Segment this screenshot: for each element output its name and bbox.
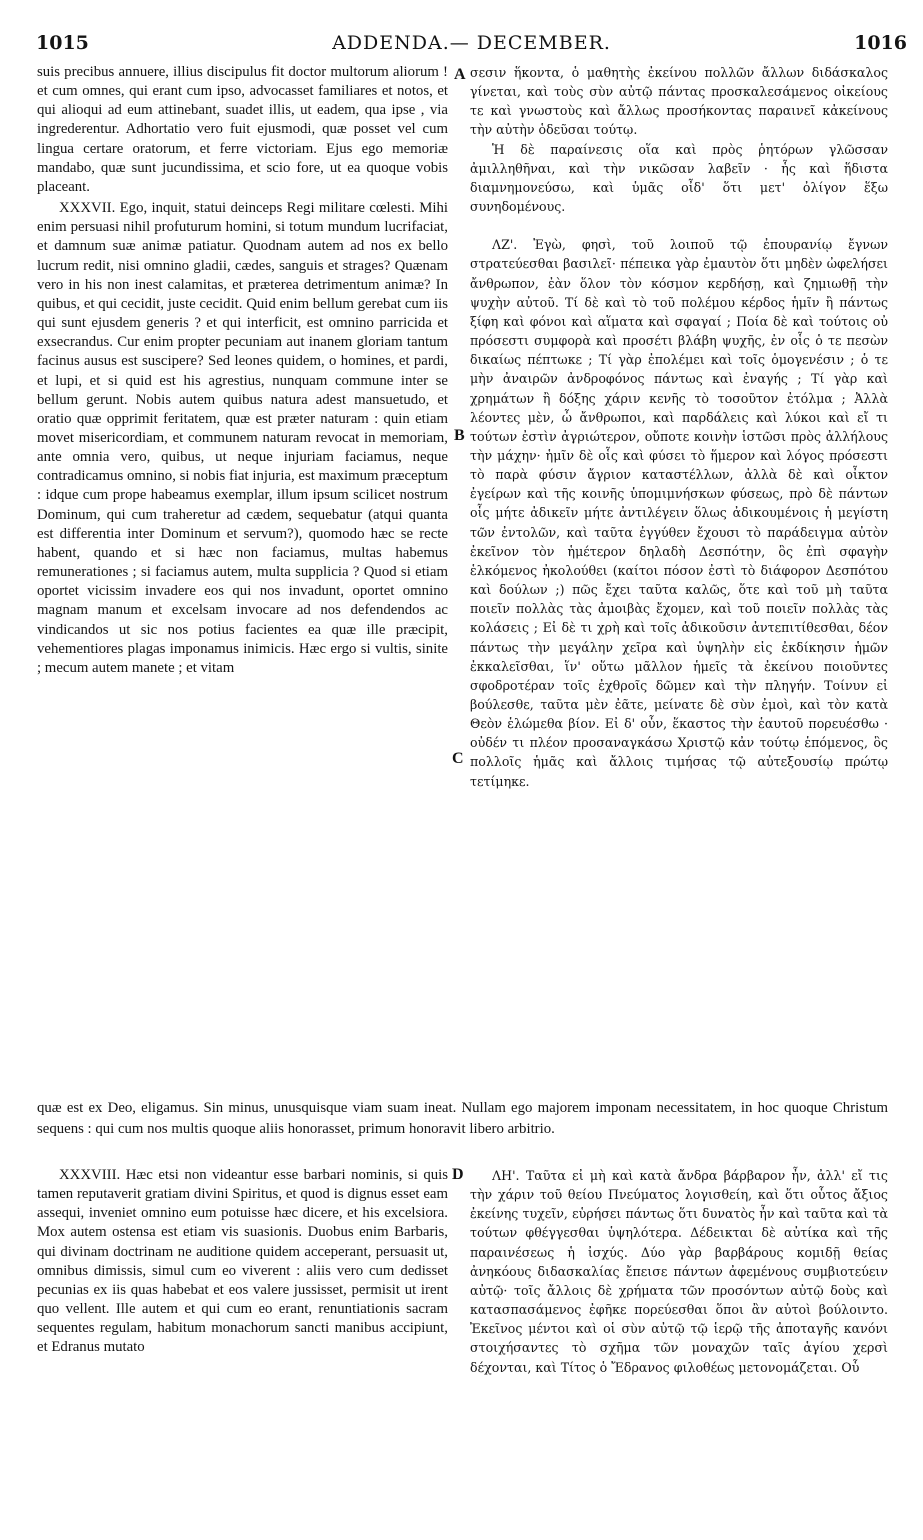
section-marker-b: B: [454, 427, 465, 444]
latin-paragraph-xxxvii: XXXVII. Ego, inquit, statui deinceps Regi militare cœlesti. Mihi enim persuasi nihil profuturum homini, si totum mundum lucrifaciat, et damnum suæ animæ patiatur. Quodnam autem ad nos ex bello lucrum redit, nisi omnino gladii, cædes, sanguis et strages? Quænam vero in his non inest calamitas, et præterea detrimentum animæ? In quibus, et qui cecidit, juste cecidit. Quid enim bellum gerebat cum iis qui sunt ejusdem generis ? et qui interficit, est omnino parricida et exsecrandus. Cur enim propter pecuniam aut inanem gloriam tantum facinus ausus est suscipere? Sed leones quidem, o homines, et pardi, et lupi, et si quid est his agrestius, nunquam commune inter se bellum gerunt. Nobis autem quibus natura adest mansuetudo, et oratio quæ opprimit feritatem, quæ est præter naturam : quin etiam movet misericordiam, et communem naturam revocat in memoriam, ante omnia vero, quibus, ut neque injuriam faciamus, neque contradicamus omnino, si nobis fiat injuria, est maximum præceptum : idque cum prope habeamus exemplar, illum ipsum scilicet nostrum Dominum, qui cum traheretur ad cædem, sequebatur (atqui quanta est differentia inter Dominum et servum?), quomodo hæc se recte habent, quando et si hæc non faciamus, multas habemus remunerationes ; si faciamus autem, multa supplicia ? Quod si etiam oportet vicissim invadere eos qui nos invadunt, oportet omnino magnam manum et excelsam invocare ad nos defendendos ac vindicandos ut sic nos potius facientes ea quæ ille præcipit, vehementiores plagas imponamus inimicis. Hæc ergo si vultis, sinite ; mecum autem manete ; et vitam: [37, 200, 448, 676]
latin-column-upper: [37, 63, 448, 678]
greek-column-lower: [470, 1166, 888, 1377]
right-page-number: 1016: [854, 32, 907, 54]
full-width-lines: [37, 1098, 888, 1139]
left-page-number: 1015: [36, 32, 89, 54]
greek-paragraph-37: ΛΖ'. Ἐγὼ, φησὶ, τοῦ λοιποῦ τῷ ἐπουρανίῳ ἔγνων στρατεύεσθαι βασιλεῖ· πέπεικα γὰρ ἐμαυτὸν ὅτι μηδὲν ὠφελήσει ἄνθρωπον, ἐὰν ὅλον τὸν κόσμον κερδήσῃ, καὶ ζημιωθῇ τὴν ψυχὴν αὐτοῦ. Τί δὲ καὶ τὸ τοῦ πολέμου κέρδος ἡμῖν ἢ πάντως ξίφη καὶ φόνοι καὶ αἵματα καὶ σφαγαί ; Ποία δὲ καὶ τούτοις οὐ πρόσεστι συμφορὰ καὶ προσέτι βλάβη ψυχῆς, ἐν οἷς ὁ τε πεσὼν δικαίως πέπτωκε ; Τί γὰρ ἐπολέμει καὶ τοῖς ὁμογενέσιν ; ὁ τε μὴν ἀναιρῶν ἀνδροφόνος πάντως καὶ ἐναγής ; Τί γὰρ καὶ χρημάτων ἢ δόξης χάριν κενῆς τὸ τοσοῦτον ἐτόλμα ; Ἀλλὰ λέοντες μὲν, ὦ ἄνθρωποι, καὶ παρδάλεις καὶ λύκοι καὶ εἴ τι τούτων ἐστὶν ἀγριώτερον, οὔποτε κοινὴν ἱστῶσι πρὸς ἀλλήλους τὴν μάχην· ἡμῖν δὲ οἷς καὶ φύσει τὸ ἥμερον καὶ λόγος πρόσεστι τὸ παρὰ φύσιν ἄγριον καταστέλλων, ἀλλὰ δὲ καὶ οἶκτον ἐγείρων καὶ τῆς κοινῆς ὑπομιμνήσκων φύσεως, πρὸ δὲ πάντων οἷς μήτε ἀδικεῖν μήτε ἀντιλέγειν ὅλως ἀδικουμένοις ἡ μεγίστη τῶν ἐντολῶν, καὶ ταῦτα ἐγγύθεν ἔχουσι τὸ παράδειγμα αὐτὸν ἐκεῖνον τὸν ἡμέτερον δηλαδὴ Δεσπότην, ὃς ἐπὶ σφαγὴν ἑλκόμενος ἠκολούθει (καίτοι πόσον ἐστὶ τὸ διάφορον Δεσπότου καὶ δούλων ;) πῶς ἔχει ταῦτα καλῶς, ὅτε καὶ τοῦ μὴ ταῦτα ποιεῖν πολλὰς τὰς ἀμοιβὰς ἔχομεν, καὶ τοῦ ποιεῖν πολλὰς τὰς κολάσεις ; Εἰ δὲ τι χρὴ καὶ τοῖς ἀδικοῦσιν ἀντεπιτίθεσθαι, δέον πάντως τὴν μεγάλην χεῖρα καὶ ὑψηλὴν εἰς ἐκδίκησιν ἡμῶν ἐκκαλεῖσθαι, ἵν' οὕτω μᾶλλον ἡμεῖς τὰ ἐκείνου ποιοῦντες σφοδροτέραν τοῖς ἐχθροῖς δῶμεν καὶ τὴν πληγήν. Τοίνυν εἰ βούλεσθε, ταῦτα μὲν ἐᾶτε, μείνατε δὲ σὺν ἐμοὶ, καὶ τὸν κατὰ Θεὸν ἑλώμεθα βίον. Εἰ δ' οὖν, ἕκαστος τὴν ἑαυτοῦ πορευέσθω · οὐδέν τι πλέον προσαναγκάσω Χριστῷ κἀν τούτῳ ἑπόμενος, ὃς πολλοῖς ἡμᾶς καὶ ἄλλοις τιμήσας τῷ αὐτεξουσίῳ πρώτῳ τετίμηκε.: [470, 237, 888, 789]
latin-paragraph-continuation: quæ est ex Deo, eligamus. Sin minus, unusquisque viam suam ineat. Nullam ego majorem imponam necessitatem, in hoc quoque Christum sequens : qui cum nos multis quoque aliis honorasset, primum honoravit libero arbitrio.: [37, 1100, 888, 1137]
section-marker-d: D: [452, 1166, 464, 1183]
latin-paragraph-xxxviii: XXXVIII. Hæc etsi non videantur esse barbari nominis, si quis tamen reputaverit gratiam divini Spiritus, et quod is dignus esset eam assequi, inveniet omnino eum potuisse hæc dicere, et his excelsiora. Mox autem ostensa est etiam vis suasionis. Duobus enim Barbaris, qui divinam doctrinam ne auditione quidem acceperant, persuasit ut, omnibus dimissis, simul cum eo viverent : aliis vero cum dedisset pecunias ex iis quas habebat et eos valere jussisset, permisit ut irent quo vellent. Ille autem et qui cum eo erant, renuntiationis sacram sequentes regulam, habitum monachorum sancti manibus accipiunt, et Edranus mutato: [37, 1167, 448, 1356]
section-marker-c: C: [452, 750, 464, 767]
greek-paragraph-intro-2: Ἡ δὲ παραίνεσις οἵα καὶ πρὸς ῥητόρων γλῶσσαν ἀμιλληθῆναι, καὶ τὴν νικῶσαν λαβεῖν · ἧς καὶ ἥδιστα διαμνημονεύσω, καὶ ὑμᾶς οἶδ' ὅτι μετ' ὀλίγον ἕξω συνηδομένους.: [470, 141, 888, 215]
running-header: [36, 32, 907, 58]
greek-paragraph-38: ΛΗ'. Ταῦτα εἰ μὴ καὶ κατὰ ἄνδρα βάρβαρον ἦν, ἀλλ' εἴ τις τὴν χάριν τοῦ θείου Πνεύματος λογισθείη, καὶ ὅτι οὗτος ἄξιος ἐκείνης τυχεῖν, εὑρήσει πάντως ὅτι δυνατὸς ἦν καὶ ταῦτα καὶ τὰ τούτων φθέγγεσθαι ὑψηλότερα. Δέδεικται δὲ αὐτίκα καὶ τῆς παραινέσεως ἡ ἰσχύς. Δύο γὰρ βαρβάρους κομιδῇ θείας ἀνηκόους διδασκαλίας ἔπεισε πάντων ἀφεμένους συμβιοτεύειν αὐτῷ· τοῖς ἄλλοις δὲ χρήματα τῶν προσόντων αὐτῷ δοὺς καὶ κατασπασάμενος ἐφῆκε πορεύεσθαι ὅποι ἂν αὐτοὶ βούλοιντο. Ἐκεῖνος μέντοι καὶ οἱ σὺν αὐτῷ τῷ ἱερῷ τῆς ἀποταγῆς κανόνι στοιχήσαντες τὸ σχῆμα τῶν μοναχῶν ταῖς ἁγίου χερσὶ δέχονται, καὶ Τίτος ὁ Ἔδρανος φιλοθέως μετονομάζεται. Οὗ: [470, 1168, 888, 1375]
latin-paragraph-intro: suis precibus annuere, illius discipulus fit doctor multorum aliorum ! et cum omnes, qui erant cum ipso, advocasset familiares et notos, et qui alioqui ad eum attinebant, suadet illis, ut eadem, qua ipse , via ingrederentur. Adhortatio vero fuit ejusmodi, quæ posset vel cum lingua certare oratorum, et ferre victoriam. Ejus ego memoriæ mandabo, quæ sunt jucundissima, et scio fore, ut ea quoque vobis placeant.: [37, 64, 448, 195]
section-marker-a: A: [454, 66, 466, 83]
greek-paragraph-intro: σεσιν ἥκοντα, ὁ μαθητὴς ἐκείνου πολλῶν ἄλλων διδάσκαλος γίνεται, καὶ τοὺς σὺν αὐτῷ πάντας προσκαλεσάμενος οἰκείους τε καὶ γνωστοὺς καὶ ἄλλως προσήκοντας παραινεῖ κἀκείνους τὴν αὐτὴν ὁδεῦσαι τούτῳ.: [470, 65, 888, 138]
running-title: ADDENDA.— DECEMBER.: [332, 32, 611, 54]
greek-column-upper: [470, 63, 888, 791]
latin-column-lower: [37, 1166, 448, 1358]
